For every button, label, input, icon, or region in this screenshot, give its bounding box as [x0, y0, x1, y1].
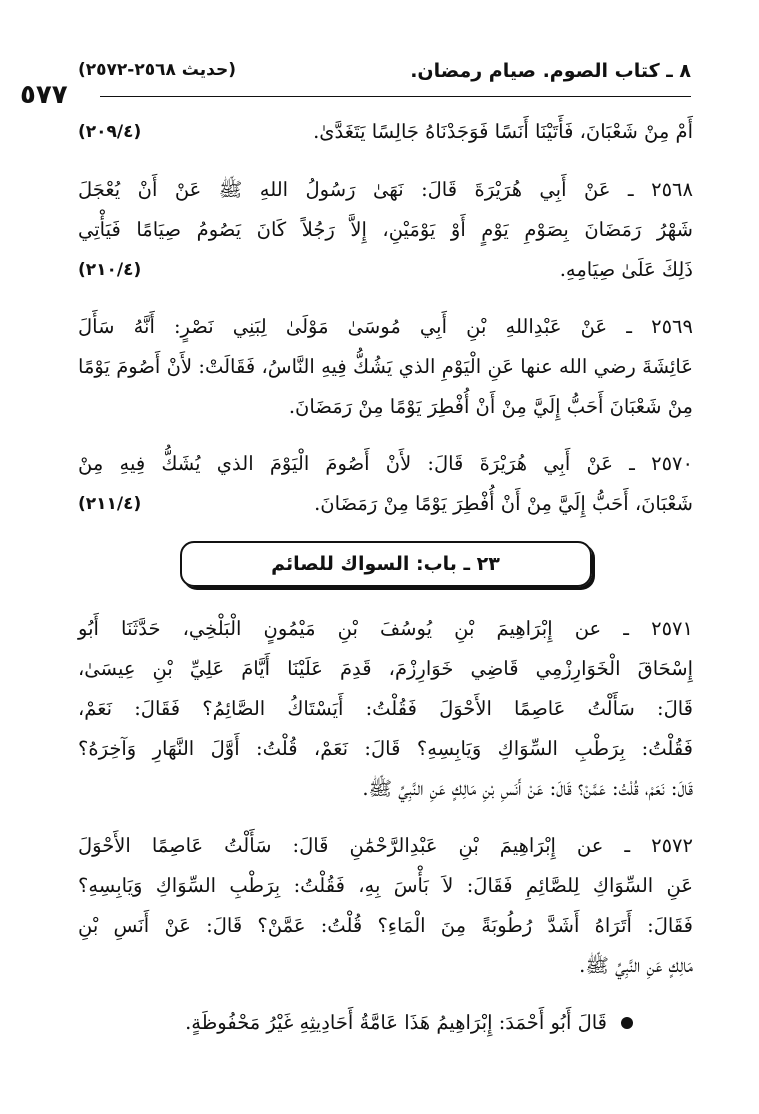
text-line: ٢٥٦٨ ـ عَنْ أَبِي هُرَيْرَةَ قَالَ: نَهَىٰ رَسُولُ اللهِ ﷺ عَنْ أَنْ يُعْجَلَ — [78, 178, 693, 201]
commentary-note — [78, 1003, 693, 1043]
page-number: ٥٧٧ — [20, 80, 68, 110]
text-line: ٢٥٧١ ـ عن إِبْرَاهِيمَ بْنِ يُوسُفَ بْنِ مَيْمُونٍ الْبَلْخِي، حَدَّثَنَا أَبُو — [78, 617, 693, 640]
header-hadith-range: (حديث ٢٥٦٨-٢٥٧٢) — [78, 60, 237, 80]
running-header — [78, 56, 691, 96]
text-line: أَمْ مِنْ شَعْبَانَ، فَأَتَيْنَا أَنَسًا فَوَجَدْنَاهُ جَالِسًا يَتَغَدَّىٰ. (٢٠٩/٤) — [78, 112, 693, 152]
text-line: قَالَ: نَعَمْ، قُلْتُ: عَمَّنْ؟ قَالَ: عَنْ أَنَسِ بْنِ مَالِكٍ عَنِ النَّبِيِّ ﷺ. — [362, 777, 693, 800]
note-text: قَالَ أَبُو أَحْمَدَ: إِبْرَاهِيمُ هَذَا عَامَّةُ أَحَادِيثِهِ غَيْرُ مَحْفُوظَةٍ. — [185, 1011, 607, 1034]
hadith-paragraph — [78, 112, 693, 152]
text-line: شَهْرُ رَمَضَانَ بِصَوْمِ يَوْمٍ أَوْ يَوْمَيْنِ، إِلاَّ رَجُلاً كَانَ يَصُومُ صِيَامًا فَيَأْتِي — [78, 218, 693, 241]
text-line: ٢٥٧٢ ـ عن إِبْرَاهِيمَ بْنِ عَبْدِالرَّحْمَٰنِ قَالَ: سَأَلْتُ عَاصِمًا الأَحْوَلَ — [78, 834, 693, 857]
hadith-paragraph — [78, 609, 693, 809]
hadith-paragraph — [78, 444, 693, 524]
hadith-paragraph — [78, 170, 693, 290]
text-line: فَقَالَ: أَتَرَاهُ أَشَدَّ رُطُوبَةً مِنَ الْمَاءِ؟ قُلْتُ: عَمَّنْ؟ قَالَ: عَنْ أَنَسِ بْنِ — [78, 914, 693, 937]
page-body — [78, 112, 693, 1043]
text-line: عَنِ السِّوَاكِ لِلصَّائِمِ فَقَالَ: لاَ بَأْسَ بِهِ، فَقُلْتُ: بِرَطْبِ السِّوَاكِ وَيَابِسِهِ؟ — [78, 874, 693, 897]
bullet-icon — [621, 1017, 633, 1029]
text-line: مِنْ شَعْبَانَ أَحَبُّ إِلَيَّ مِنْ أَنْ أُفْطِرَ يَوْمًا مِنْ رَمَضَانَ. — [288, 395, 693, 418]
volume-reference: (٢٠٩/٤) — [78, 122, 142, 142]
volume-reference: (٢١٠/٤) — [78, 260, 142, 280]
text-line: فَقُلْتُ: بِرَطْبِ السِّوَاكِ وَيَابِسِهِ؟ قَالَ: نَعَمْ، قُلْتُ: أَوَّلَ النَّهَارِ وَآخِرَهُ؟ — [78, 737, 693, 760]
text-line: ٢٥٧٠ ـ عَنْ أَبِي هُرَيْرَةَ قَالَ: لأَنْ أَصُومَ الْيَوْمَ الذي يُشَكُّ فِيهِ مِنْ — [78, 452, 693, 475]
header-rule — [100, 96, 691, 97]
text-line: ٢٥٦٩ ـ عَنْ عَبْدِاللهِ بْنِ أَبِي مُوسَىٰ مَوْلَىٰ لِبَنِي نَصْرٍ: أَنَّهُ سَأَلَ — [78, 315, 693, 338]
chapter-heading: ٢٣ ـ باب: السواك للصائم — [271, 553, 500, 575]
chapter-heading-box — [180, 541, 592, 587]
header-chapter-title: ٨ ـ كتاب الصوم. صيام رمضان. — [410, 60, 691, 82]
text-line: مَالِكٍ عَنِ النَّبِيِّ ﷺ. — [579, 954, 693, 977]
text-line: عَائِشَةَ رضي الله عنها عَنِ الْيَوْمِ الذي يَشُكُّ فِيهِ النَّاسُ، فَقَالَتْ: لأَنْ أَصُومَ يَوْمًا — [78, 355, 693, 378]
text-line: قَالَ: سَأَلْتُ عَاصِمًا الأَحْوَلَ فَقُلْتُ: أَيَسْتَاكُ الصَّائِمُ؟ فَقَالَ: نَعَمْ، — [78, 697, 693, 720]
text-line: شَعْبَانَ، أَحَبُّ إِلَيَّ مِنْ أَنْ أُفْطِرَ يَوْمًا مِنْ رَمَضَانَ. (٢١١/٤) — [78, 484, 693, 524]
volume-reference: (٢١١/٤) — [78, 494, 142, 514]
hadith-paragraph — [78, 826, 693, 986]
hadith-paragraph — [78, 307, 693, 427]
text-line: ذَلِكَ عَلَىٰ صِيَامِهِ. (٢١٠/٤) — [78, 250, 693, 290]
text-line: إِسْحَاقَ الْخَوَارِزْمِي قَاضِي خَوَارِزْمَ، قَدِمَ عَلَيْنَا أَيَّامَ عَلِيِّ بْنِ عِيسَىٰ، — [78, 657, 693, 680]
